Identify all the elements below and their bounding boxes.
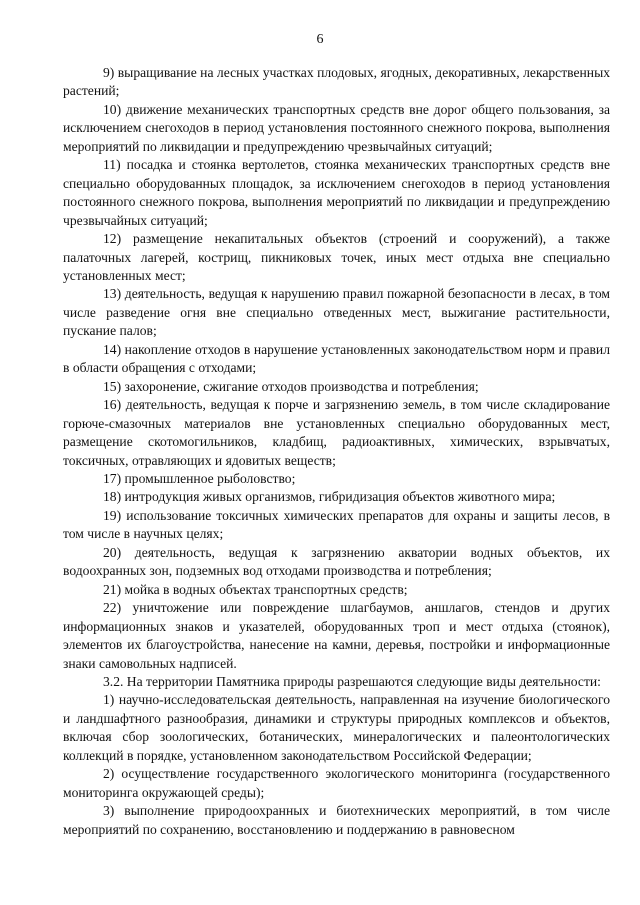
- section-heading-3-2: 3.2. На территории Памятника природы разрешаются следующие виды деятельности:: [103, 673, 601, 689]
- paragraph-item-15: 15) захоронение, сжигание отходов производства и потребления;: [103, 378, 479, 394]
- paragraph-item-19: 19) использование токсичных химических препаратов для охраны и защиты лесов, в том числе в научных целях;: [63, 507, 610, 542]
- allowed-item-1: 1) научно-исследовательская деятельность, направленная на изучение биологического и ландшафтного разнообразия, динамики и структуры природных комплексов и объектов, включая сбор зоологических, ботанических, минералогических и палеонтологических коллекций в порядке, установленном законодательством Российской Федерации;: [63, 692, 610, 763]
- paragraph-item-14: 14) накопление отходов в нарушение установленных законодательством норм и правил в области обращения с отходами;: [63, 341, 610, 376]
- allowed-item-3: 3) выполнение природоохранных и биотехнических мероприятий, в том числе мероприятий по сохранению, восстановлению и поддержанию в равновесном: [63, 803, 610, 837]
- document-body: [63, 64, 610, 839]
- paragraph-item-21: 21) мойка в водных объектах транспортных средств;: [103, 581, 408, 597]
- paragraph-item-16: 16) деятельность, ведущая к порче и загрязнению земель, в том числе складирование горюче-смазочных материалов вне установленных специально оборудованных мест, размещение скотомогильников, кладбищ, радиоактивных, химических, взрывчатых, токсичных, отравляющих и ядовитых веществ;: [63, 397, 610, 468]
- page-number: 6: [316, 32, 324, 47]
- paragraph-item-12: 12) размещение некапитальных объектов (строений и сооружений), а также палаточных лагерей, кострищ, пикниковых точек, иных мест отдыха вне специально установленных мест;: [63, 231, 610, 283]
- paragraph-item-10: 10) движение механических транспортных средств вне дорог общего пользования, за исключением снегоходов в период установления постоянного снежного покрова, выполнения мероприятий по ликвидации и предупреждению чрезвычайных ситуаций;: [63, 101, 610, 154]
- paragraph-item-9: 9) выращивание на лесных участках плодовых, ягодных, декоративных, лекарственных растений;: [63, 65, 610, 99]
- paragraph-item-20: 20) деятельность, ведущая к загрязнению акватории водных объектов, их водоохранных зон, подземных вод отходами производства и потребления;: [63, 544, 610, 579]
- paragraph-item-11: 11) посадка и стоянка вертолетов, стоянка механических транспортных средств вне специально оборудованных площадок, за исключением снегоходов в период установления постоянного снежного покрова, выполнения мероприятий по ликвидации и предупреждению чрезвычайных ситуаций;: [63, 157, 610, 228]
- paragraph-item-13: 13) деятельность, ведущая к нарушению правил пожарной безопасности в лесах, в том числе разведение огня вне специально отведенных мест, выжигание растительности, пускание палов;: [63, 286, 610, 339]
- allowed-item-2: 2) осуществление государственного экологического мониторинга (государственного мониторинга окружающей среды);: [63, 766, 610, 800]
- paragraph-item-17: 17) промышленное рыболовство;: [103, 470, 296, 486]
- paragraph-item-18: 18) интродукция живых организмов, гибридизация объектов животного мира;: [103, 489, 556, 505]
- paragraph-item-22: 22) уничтожение или повреждение шлагбаумов, аншлагов, стендов и других информационных знаков и указателей, оборудованных троп и мест отдыха (стоянок), элементов их благоустройства, нанесение на камни, деревья, постройки и информационные знаки самовольных надписей.: [63, 600, 610, 671]
